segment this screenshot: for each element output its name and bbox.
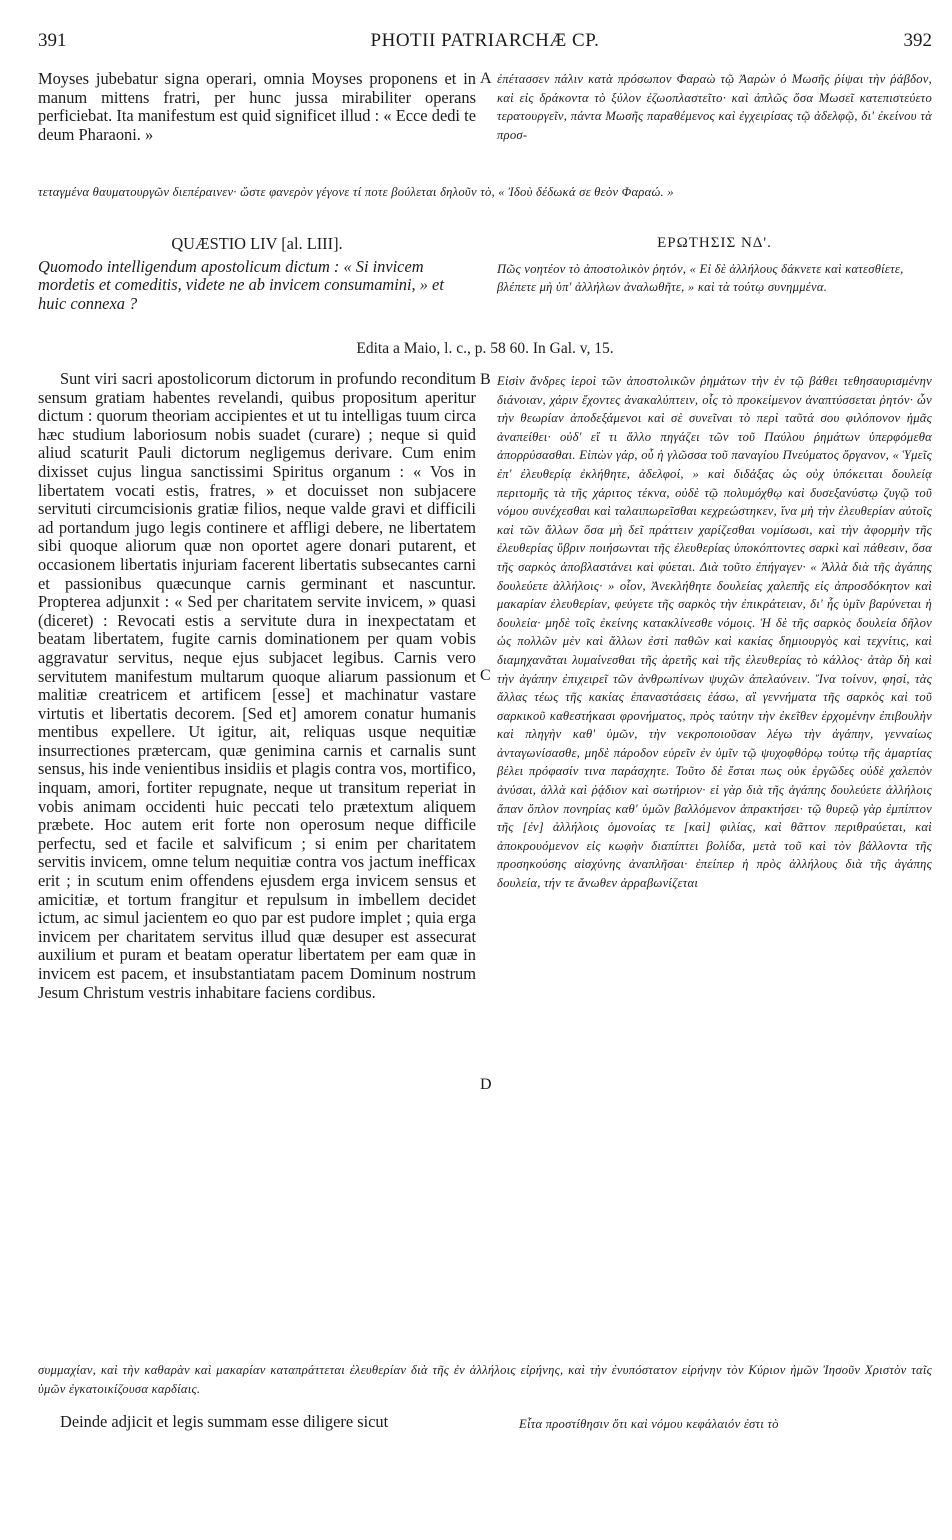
page-number-left: 391 <box>38 30 67 51</box>
greek-question-subtitle: Πῶς νοητέον τὸ ἀποστολικὸν ῥητόν, « Εἰ δὲ ἀλλήλους δάκνετε καὶ κατεσθίετε, βλέπετε μὴ ὑπ' ἀλλήλων ἀναλωθῆτε, » καὶ τὰ τούτῳ συνημμένα. <box>497 262 904 295</box>
greek-body-paragraph: Εἰσὶν ἄνδρες ἱεροὶ τῶν ἀποστολικῶν ῥημάτων τὴν ἐν τῷ βάθει τεθησαυρισμένην διάνοιαν, χάριν ἔχοντες ἀνακαλύπτειν, οἷς τὸ προκείμενον ἀναπτύσσεται ῥητόν· ὧν τὴν θεωρίαν ἀποδεξάμενοι καὶ σὲ συνεῖναι τὸ περὶ ταῦτά σου φιλόπονον ἡμᾶς ἀναπείθει· οὐδ' εἴ τι ἄλλο πηγάζει τῶν τοῦ Παύλου ῥημάτων ὑπερφόμεθα ἀπορρύσασθαι. Εἰπὼν γάρ, οὗ ἡ γλῶσσα τοῦ παναγίου Πνεύματος ὄργανον, « Ὑμεῖς ἐπ' ἐλευθερίᾳ ἐκλήθητε, ἀδελφοί, » καὶ διδάξας ὡς οὐχ ὑπόκειται δουλείᾳ περιτομῆς τὰ τῆς χάριτος τέκνα, οὐδὲ τῷ πολυμόχθῳ καὶ δυσεξανύστῳ ζυγῷ τοῦ νόμου συνέχεσθαι καὶ ταλαιπωρεῖσθαι κεχρεώστηκεν, ἵνα μὴ τὴν ἐλευθερίαν αὐτοῖς καὶ τῶν ἄλλων ὅσα μὴ δεῖ πράττειν χαρίζεσθαι νομίσωσι, καὶ τὴν ἀφορμὴν τῆς ἐλευθερίας ὕβριν ποιήσωνται τῆς ἐλευθερίας ὑποκόπτοντες σαρκὶ καὶ πάθεσιν, ὅσα τῆς σαρκὸς ἀποβλαστάνει καὶ φύεται. Διὰ τοῦτο ἐπήγαγεν· « Ἀλλὰ διὰ τῆς ἀγάπης δουλεύετε ἀλλήλοις· » οἷον, Ἀνεκλήθητε δουλείας χαλεπῆς εἰς ἀπροσδόκητον καὶ μακαρίαν ἐλευθερίαν, φεύγετε τῆς σαρκὸς τὴν ἐπικράτειαν, δι' ἧς ὑμῖν βαρύνεται ἡ δουλεία· μηδὲ τοῖς ἐκείνης κατακλίνεσθε νόμοις. Ἡ δὲ τῆς σαρκὸς δουλεία δῆλον ὡς πολλῶν μὲν καὶ ἄλλων ἐστὶ παθῶν καὶ κακίας δημιουργὸς καὶ τεχνίτις, καὶ διαμηχανᾶται λυμαίνεσθαι τῆς ἀρετῆς καὶ τῆς ἐλευθερίας τὸ κάλλος· ἀτὰρ δὴ καὶ τὴν ἀγάπην ἐπιχειρεῖ τῶν ἀνθρωπίνων ψυχῶν ἀπελαύνειν. Ἵνα τοίνυν, φησί, τὰς ἄλλας τέως τῆς κακίας ἐπαναστάσεις ἐάσω, αἳ γεννήματα τῆς σαρκὸς καὶ τοῦ σαρκικοῦ καθεστήκασι φρονήματος, πρὸς ταύτην τὴν ἐκεῖθεν ἐρχομένην ἐπιβουλὴν καὶ πληγὴν καθ' ὑμῶν, τὴν νεκροποιοῦσαν λέγω τὴν ἀγάπην, γενναίως ἀνταγωνίσασθε, μηδὲ πάροδον εὑρεῖν ἐν ὑμῖν τῷ ψυχοφθόρῳ τούτῳ τῆς ἁμαρτίας βέλει πρόφασίν τινα παράσχητε. Τοῦτο δὲ ἔσται πως οὐκ ἐργῶδες οὐδὲ χαλεπὸν ἀνύσαι, ἀλλὰ καὶ ῥᾴδιον καὶ σωτήριον· εἰ γὰρ διὰ τῆς ἀγάπης δουλεύετε ἀλλήλοις ἅπαν ὅπλον πονηρίας καθ' ὑμῶν βαλλόμενον ἀπρακτήσει· τῷ θυρεῷ γὰρ ἐμπίπτον τῆς [ἐν] ἀλλήλοις ὁμονοίας τε [καὶ] φιλίας, καὶ θᾶττον περιθραύεται, καὶ ἀποκρουόμενον εἰς κωφὴν διαπίπτει βολίδα, μετὰ τοῦ καὶ τὸν βάλλοντα τῆς προσηκούσης αἰσχύνης ἀναπλῆσαι· ἐπείπερ ἡ πρὸς ἀλλήλους διὰ τῆς ἀγάπης δουλεία, τήν τε ἄνωθεν ἀρραβωνίζεται <box>497 374 932 891</box>
latin-question-title: QUÆSTIO LIV [al. LIII]. <box>171 234 343 253</box>
greek-top-paragraph: ἐπέτασσεν πάλιν κατὰ πρόσωπον Φαραὼ τῷ Ἀαρὼν ὁ Μωσῆς ῥίψαι τὴν ῥάβδον, καὶ εἰς δράκοντα τὸ ξύλον ἐζωοπλαστεῖτο· καὶ ἁπλῶς ὅσα Μωσεῖ κατεπιστεύετο τερατουργεῖν, πάντα Μωσῆς παραθέμενος καὶ ἐγχειρίσας τῷ ἀδελφῷ, δι' ἐκείνου τὰ προσ- <box>497 72 932 142</box>
latin-top-paragraph: Moyses jubebatur signa operari, omnia Moyses proponens et in manum mittens fratri, per hunc jussa mirabiliter operans perficiebat. Ita manifestum est quid significet illud : « Ecce dedi te deum Pharaoni. » <box>38 69 476 144</box>
margin-marker-c: C <box>480 667 491 684</box>
edition-note: Edita a Maio, l. c., p. 58 60. In Gal. v, 15. <box>356 340 614 357</box>
greek-next-paragraph: Εἶτα προστίθησιν ὅτι καὶ νόμου κεφάλαιόν ἐστι τὸ <box>519 1417 779 1431</box>
greek-body-continuation: συμμαχίαν, καὶ τὴν καθαρὰν καὶ μακαρίαν καταπράττεται ἐλευθερίαν διὰ τῆς ἐν ἀλλήλοις εἰρήνης, καὶ τὴν ἐνυπόστατον εἰρήνην τὸν Κύριον ἡμῶν Ἰησοῦν Χριστὸν ταῖς ὑμῶν ἐγκατοικίζουσα καρδίαις. <box>38 1363 932 1396</box>
margin-marker-d: D <box>480 1076 492 1093</box>
running-title: PHOTII PATRIARCHÆ CP. <box>370 30 600 51</box>
latin-body-paragraph: Sunt viri sacri apostolicorum dictorum in profundo reconditum sensum gratiam habentes revelandi, quibus propositum aperitur dictum : quorum theoriam accipientes et ut tu intelligas tuum circa hæc studium laboriosum nobis suadet (curare) ; neque si quid aliud scaturit Pauli dictorum negligemus derivare. Cum enim dixisset cujus lingua sanctissimi Spiritus organum : « Vos in libertatem vocati estis, fratres, » et docuisset non subjacere servituti circumcisionis gratiæ filios, neque valde gravi et difficili ad portandum jugo legis continere et affligi debere, ne libertatem sibi quoque aliorum quæ non oportet agere donari putarent, et occasionem libertatis injuriam facerent libertatis subsecantes carni et passionibus quæcunque carnis germinant et nascuntur. Propterea adjunxit : « Sed per charitatem servite invicem, » quasi (diceret) : Revocati estis a servitute dura in inexpectatam et beatam libertatem, fugite carnis dominationem per quam vobis aggravatur servitus, neque ejus subjacet legibus. Carnis vero servitutem manifestum multarum quoque aliarum passionum et malitiæ creatricem et artificem [esse] et machinatur vastare virtutis et libertatis decorem. [Sed et] amorem conatur humanis mentibus expellere. Ut igitur, ait, reliquas usque nequitiæ insurrectiones prætercam, quæ genimina carnis et carnalis sunt sensus, his inde venientibus insidiis et plagis contra vos, mortifico, inquam, amori, fortiter repugnate, neque ut transitum reperiat in vobis animam occidenti huic peccati telo prætextum aliquem præbete. Hoc autem erit forte non operosum neque difficile perfectu, sed et facile et salvificum ; si enim per charitatem servitis invicem, omne telum nequitiæ contra vos jactum inefficax erit ; in scutum enim offendens ejusdem erga invicem sensus et amicitiæ, et tortum frangitur et repulsum in imbellem decidet ictum, ac simul jacientem eo quo par est pudore implet ; quia erga invicem per charitatem servitus illud quæ desuper est assecurat auxilium et puram et beatam operatur libertatem per eam quæ in invicem est pacem, et insubstantiatam pacem Dominum nostrum Jesum Christum vestris inhabitare faciens cordibus. <box>38 369 476 1002</box>
greek-question-title: ΕΡΩΤΗΣΙΣ ΝΔ'. <box>657 235 772 251</box>
running-header <box>38 30 932 58</box>
page-number-right: 392 <box>903 30 932 51</box>
latin-next-paragraph: Deinde adjicit et legis summam esse diligere sicut <box>60 1412 389 1431</box>
latin-question-subtitle: Quomodo intelligendum apostolicum dictum : « Si invicem mordetis et comeditis, videte ne ab invicem consumamini, » et huic connexa ? <box>38 257 444 313</box>
greek-top-continuation: τεταγμένα θαυματουργῶν διεπέραινεν· ὥστε φανερὸν γέγονε τί ποτε βούλεται δηλοῦν τὸ, « Ἰδοὺ δέδωκά σε θεὸν Φαραώ. » <box>38 185 674 199</box>
margin-marker-a: A <box>480 70 492 87</box>
margin-marker-b: B <box>480 371 491 388</box>
